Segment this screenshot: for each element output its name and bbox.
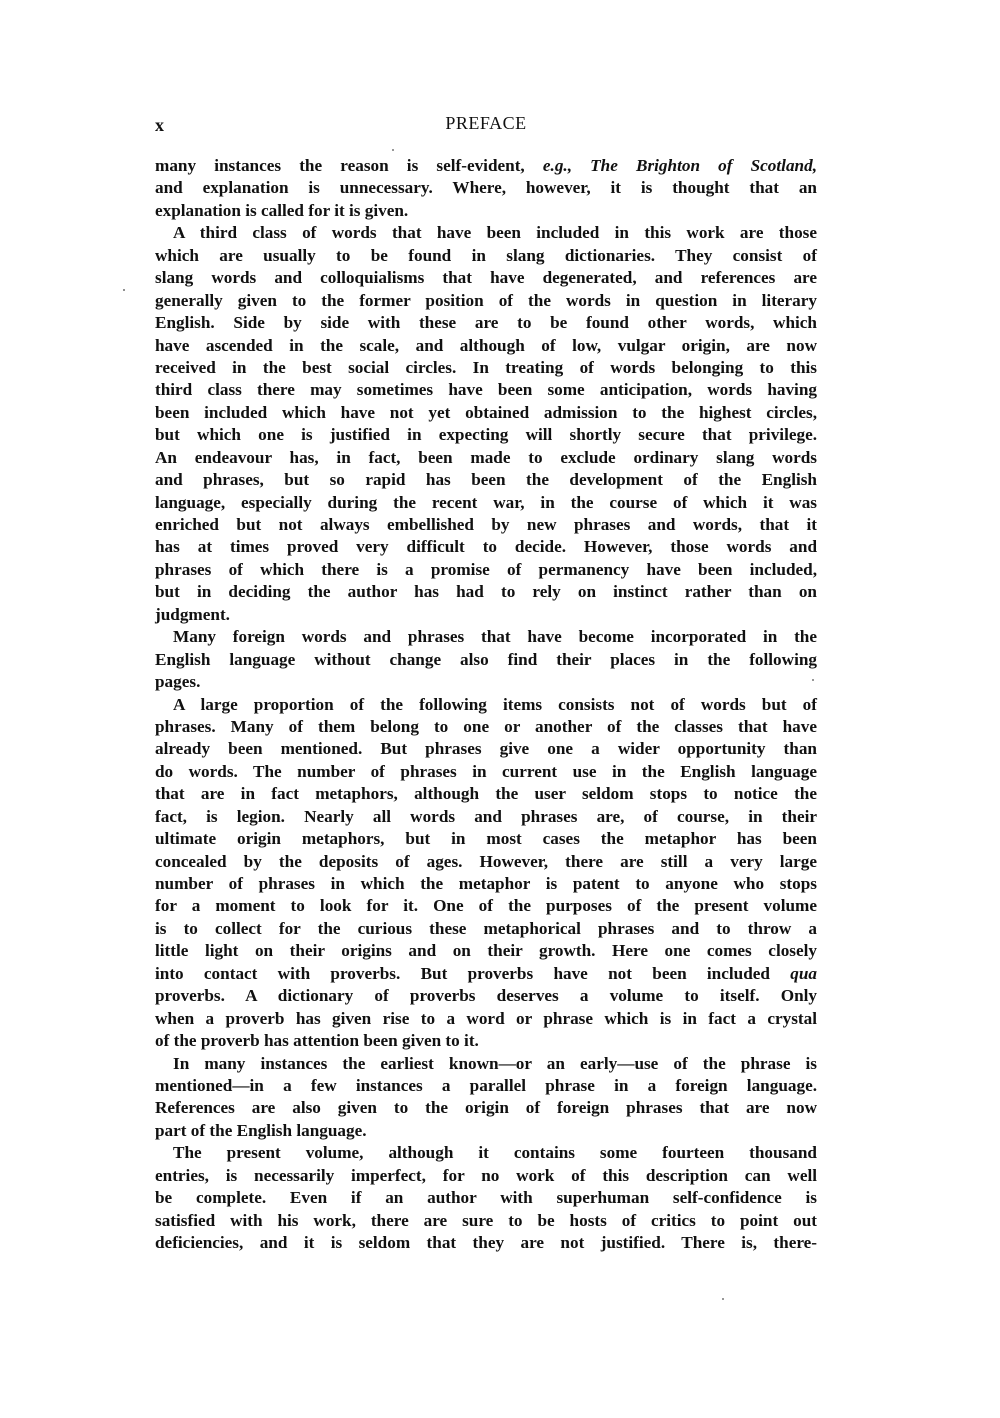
text-segment: ultimate origin metaphors, but in most cases the metaphor has been bbox=[155, 829, 817, 849]
text-segment: but which one is justified in expecting will shortly secure that privilege. bbox=[155, 425, 817, 445]
text-segment: An endeavour has, in fact, been made to exclude ordinary slang words bbox=[155, 447, 817, 467]
text-line bbox=[155, 177, 817, 199]
text-line bbox=[155, 1232, 817, 1254]
text-line bbox=[155, 649, 817, 671]
text-segment: phrases. Many of them belong to one or another of the classes that have bbox=[155, 716, 817, 736]
text-line bbox=[155, 895, 817, 917]
text-line bbox=[155, 469, 817, 491]
text-segment: A large proportion of the following items consists not of words but of bbox=[173, 694, 817, 714]
text-line bbox=[155, 1142, 817, 1164]
text-segment: generally given to the former position of the words in question in literary bbox=[155, 290, 817, 310]
text-line bbox=[155, 828, 817, 850]
paragraph-p1-continued bbox=[155, 155, 817, 222]
text-segment: Many foreign words and phrases that have become incorporated in the bbox=[173, 627, 817, 647]
text-line bbox=[155, 918, 817, 940]
text-line bbox=[155, 783, 817, 805]
text-segment: proverbs. A dictionary of proverbs deserves a volume to itself. Only bbox=[155, 986, 817, 1006]
running-head bbox=[155, 113, 817, 141]
text-line bbox=[155, 1120, 817, 1142]
text-segment: entries, is necessarily imperfect, for no work of this description can well bbox=[155, 1165, 817, 1185]
text-segment: slang words and colloquialisms that have degenerated, and references are bbox=[155, 268, 817, 288]
text-line bbox=[155, 1097, 817, 1119]
text-line bbox=[155, 716, 817, 738]
text-line bbox=[155, 200, 817, 222]
text-segment: into contact with proverbs. But proverbs have not been included bbox=[155, 963, 791, 983]
text-segment: is to collect for the curious these metaphorical phrases and to throw a bbox=[155, 918, 817, 938]
text-segment: number of phrases in which the metaphor is patent to anyone who stops bbox=[155, 874, 817, 893]
text-line bbox=[155, 851, 817, 873]
text-line bbox=[155, 604, 817, 626]
text-segment: References are also given to the origin of foreign phrases that are now bbox=[155, 1098, 817, 1118]
text-segment: which are usually to be found in slang dictionaries. They consist of bbox=[155, 245, 817, 265]
text-line bbox=[155, 1075, 817, 1097]
text-line bbox=[155, 694, 817, 716]
scan-speck bbox=[722, 1298, 724, 1300]
text-line bbox=[155, 1187, 817, 1209]
text-line bbox=[155, 626, 817, 648]
text-line bbox=[155, 671, 817, 693]
paragraph-p5-earliest-use bbox=[155, 1053, 817, 1143]
text-line bbox=[155, 379, 817, 401]
text-segment: concealed by the deposits of ages. However, there are still a very large bbox=[155, 851, 817, 871]
text-line bbox=[155, 963, 817, 985]
text-line bbox=[155, 222, 817, 244]
text-segment: have ascended in the scale, and although of low, vulgar origin, are now bbox=[155, 335, 817, 355]
text-segment: third class there may sometimes have been some anticipation, words having bbox=[155, 380, 817, 400]
text-segment: mentioned—in a few instances a parallel phrase in a foreign language. bbox=[155, 1075, 817, 1095]
text-line bbox=[155, 761, 817, 783]
italic-text: qua bbox=[790, 963, 817, 983]
text-segment: fact, is legion. Nearly all words and phrases are, of course, in their bbox=[155, 806, 817, 826]
text-segment: received in the best social circles. In treating of words belonging to this bbox=[155, 357, 817, 377]
text-line bbox=[155, 1210, 817, 1232]
scan-speck bbox=[123, 289, 125, 291]
text-line bbox=[155, 447, 817, 469]
text-segment: and phrases, but so rapid has been the development of the English bbox=[155, 470, 817, 490]
text-line bbox=[155, 424, 817, 446]
text-line bbox=[155, 806, 817, 828]
text-segment: be complete. Even if an author with superhuman self-confidence is bbox=[155, 1188, 817, 1208]
text-segment: do words. The number of phrases in current use in the English language bbox=[155, 761, 817, 781]
text-segment: satisfied with his work, there are sure to be hosts of critics to point out bbox=[155, 1210, 817, 1230]
text-segment: phrases of which there is a promise of permanency have been included, bbox=[155, 559, 817, 579]
text-line bbox=[155, 357, 817, 379]
paragraph-p4-phrases bbox=[155, 694, 817, 1053]
text-segment: but in deciding the author has had to rely on instinct rather than on bbox=[155, 582, 817, 602]
text-segment: A third class of words that have been included in this work are those bbox=[173, 223, 817, 243]
text-segment: English. Side by side with these are to be found other words, which bbox=[155, 313, 817, 333]
paragraph-p3-foreign-words bbox=[155, 626, 817, 693]
text-segment: part of the English language. bbox=[155, 1120, 367, 1140]
text-line bbox=[155, 1165, 817, 1187]
text-line bbox=[155, 155, 817, 177]
text-line bbox=[155, 245, 817, 267]
text-line bbox=[155, 873, 817, 895]
text-line bbox=[155, 581, 817, 603]
page-title: PREFACE bbox=[445, 113, 527, 133]
text-segment: deficiencies, and it is seldom that they are not justified. There is, there- bbox=[155, 1233, 817, 1252]
text-segment: has at times proved very difficult to decide. However, those words and bbox=[155, 537, 817, 557]
text-segment: that are in fact metaphors, although the user seldom stops to notice the bbox=[155, 784, 817, 804]
text-segment: The present volume, although it contains some fourteen thousand bbox=[173, 1143, 817, 1163]
text-segment: enriched but not always embellished by new phrases and words, that it bbox=[155, 515, 817, 534]
paragraph-p2-third-class bbox=[155, 222, 817, 626]
text-line bbox=[155, 402, 817, 424]
text-line bbox=[155, 985, 817, 1007]
text-line bbox=[155, 335, 817, 357]
body-text bbox=[155, 155, 817, 1254]
text-line bbox=[155, 559, 817, 581]
text-segment: explanation is called for it is given. bbox=[155, 200, 409, 220]
text-segment: for a moment to look for it. One of the purposes of the present volume bbox=[155, 896, 817, 916]
text-line bbox=[155, 492, 817, 514]
scan-speck bbox=[392, 149, 394, 151]
text-segment: many instances the reason is self-evident, bbox=[155, 156, 543, 175]
text-line bbox=[155, 1008, 817, 1030]
text-segment: judgment. bbox=[155, 604, 230, 624]
text-line bbox=[155, 738, 817, 760]
text-line bbox=[155, 514, 817, 536]
text-segment: already been mentioned. But phrases give one a wider opportunity than bbox=[155, 739, 817, 759]
text-segment: pages. bbox=[155, 672, 201, 692]
text-segment: been included which have not yet obtained admission to the highest circles, bbox=[155, 402, 817, 422]
text-segment: English language without change also find their places in the following bbox=[155, 649, 817, 669]
text-line bbox=[155, 290, 817, 312]
text-line bbox=[155, 1053, 817, 1075]
text-segment: little light on their origins and on their growth. Here one comes closely bbox=[155, 941, 817, 961]
text-segment: when a proverb has given rise to a word or phrase which is in fact a crystal bbox=[155, 1008, 817, 1028]
page-number: x bbox=[155, 115, 165, 135]
text-line bbox=[155, 536, 817, 558]
text-line bbox=[155, 940, 817, 962]
scan-speck bbox=[812, 679, 814, 681]
text-segment: of the proverb has attention been given to it. bbox=[155, 1031, 479, 1051]
paragraph-p6-present-volume bbox=[155, 1142, 817, 1254]
text-line bbox=[155, 312, 817, 334]
text-segment: language, especially during the recent war, in the course of which it was bbox=[155, 492, 817, 512]
text-line bbox=[155, 267, 817, 289]
text-line bbox=[155, 1030, 817, 1052]
text-segment: In many instances the earliest known—or an early—use of the phrase is bbox=[173, 1053, 817, 1073]
italic-text: e.g., The Brighton of Scotland, bbox=[542, 156, 817, 175]
text-segment: and explanation is unnecessary. Where, however, it is thought that an bbox=[155, 178, 817, 198]
